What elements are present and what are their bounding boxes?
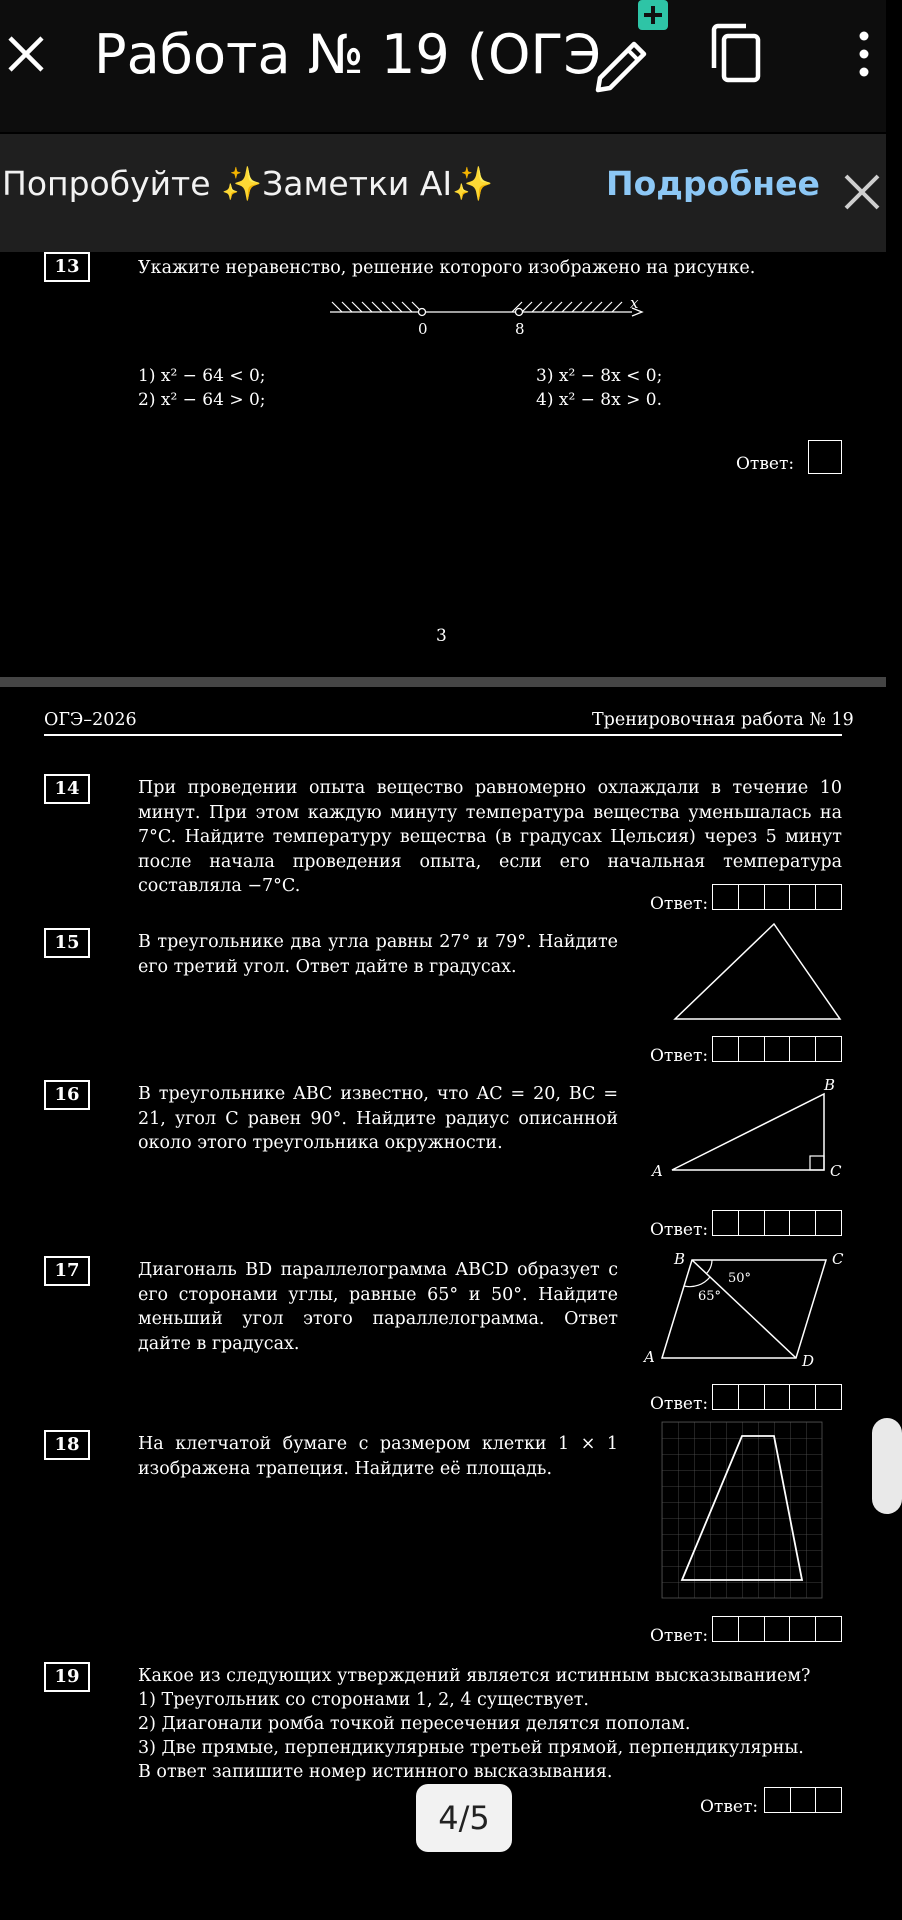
- axis-label-eight: 8: [515, 320, 525, 338]
- answer-label: Ответ:: [736, 454, 795, 474]
- question-number: 19: [44, 1662, 90, 1692]
- header-rule: [44, 734, 842, 736]
- page-header-left: ОГЭ–2026: [44, 710, 137, 730]
- answer-box[interactable]: [712, 1210, 842, 1236]
- question-text: В треугольнике ABC известно, что AC = 20, BC = 21, угол C равен 90°. Найдите радиус описанной около этого треугольника окружности.: [138, 1084, 618, 1153]
- question-number: 13: [44, 252, 90, 282]
- question-text: Укажите неравенство, решение которого изображено на рисунке.: [138, 258, 756, 278]
- page-divider: [0, 677, 886, 687]
- right-triangle-figure: [648, 1078, 848, 1188]
- copy-icon[interactable]: [706, 20, 770, 90]
- axis-label-zero: 0: [418, 320, 428, 338]
- question-text: В треугольнике два угла равны 27° и 79°. Найдите его третий угол. Ответ дайте в градусах.: [138, 932, 618, 977]
- answer-box[interactable]: [712, 1036, 842, 1062]
- angle-65-label: 65°: [698, 1289, 722, 1304]
- question-text-line: 1) Треугольник со сторонами 1, 2, 4 существует.: [138, 1690, 589, 1710]
- question-number: 15: [44, 928, 90, 958]
- question-number: 14: [44, 774, 90, 804]
- parallelogram-figure: [636, 1248, 852, 1372]
- question-text-line: 2) Диагонали ромба точкой пересечения делятся пополам.: [138, 1714, 691, 1734]
- question-text-line: Какое из следующих утверждений является истинным высказыванием?: [138, 1666, 811, 1686]
- angle-50-label: 50°: [728, 1271, 752, 1286]
- question-text: Диагональ BD параллелограмма ABCD образует с его сторонами углы, равные 65° и 50°. Найдите меньший угол этого параллелограмма. Ответ дайте в градусах.: [138, 1260, 618, 1354]
- question-text: На клетчатой бумаге с размером клетки 1 × 1 изображена трапеция. Найдите её площадь.: [138, 1434, 618, 1479]
- answer-box[interactable]: [712, 1616, 842, 1642]
- answer-label: Ответ:: [650, 1626, 709, 1646]
- answer-label: Ответ:: [700, 1797, 759, 1817]
- answer-label: Ответ:: [650, 1394, 709, 1414]
- vertex-b-label: B: [674, 1250, 686, 1268]
- option-2: 2) x² − 64 > 0;: [138, 390, 266, 410]
- page-indicator: 4/5: [416, 1784, 512, 1852]
- answer-box[interactable]: [712, 1384, 842, 1410]
- page-number: 3: [436, 626, 447, 646]
- vertex-c-label: C: [832, 1250, 844, 1268]
- question-text-line: В ответ запишите номер истинного высказывания.: [138, 1762, 613, 1782]
- pencil-plus-icon[interactable]: [590, 0, 680, 100]
- option-1: 1) x² − 64 < 0;: [138, 366, 266, 386]
- question-number: 17: [44, 1256, 90, 1286]
- vertex-a-label: A: [644, 1348, 655, 1366]
- question-number: 16: [44, 1080, 90, 1110]
- document-title: Работа № 19 (ОГЭ: [94, 23, 602, 86]
- vertex-b-label: B: [824, 1076, 836, 1094]
- option-3: 3) x² − 8x < 0;: [536, 366, 663, 386]
- vertex-a-label: A: [652, 1162, 663, 1180]
- app-bar: [0, 0, 886, 132]
- question-text: При проведении опыта вещество равномерно охлаждали в течение 10 минут. При этом каждую минуту температура вещества уменьшалась на 7°C. Найдите температуру вещества (в градусах Цельсия) через 5 минут после начала проведения опыта, если его начальная температура составляла −7°C.: [138, 778, 842, 896]
- promo-text: Попробуйте ✨Заметки AI✨: [2, 164, 494, 203]
- close-icon[interactable]: [4, 22, 48, 82]
- vertex-d-label: D: [802, 1352, 815, 1370]
- document-viewer[interactable]: [0, 252, 886, 1920]
- learn-more-link[interactable]: Подробнее: [606, 164, 820, 203]
- answer-label: Ответ:: [650, 894, 709, 914]
- triangle-figure: [672, 918, 848, 1022]
- question-number: 18: [44, 1430, 90, 1460]
- grid-trapezoid-figure: [662, 1422, 822, 1602]
- answer-label: Ответ:: [650, 1046, 709, 1066]
- axis-label-x: x: [630, 294, 639, 312]
- dismiss-banner-icon[interactable]: [842, 170, 882, 214]
- answer-box[interactable]: [764, 1787, 842, 1813]
- question-text-line: 3) Две прямые, перпендикулярные третьей прямой, перпендикулярны.: [138, 1738, 804, 1758]
- option-4: 4) x² − 8x > 0.: [536, 390, 662, 410]
- page-header-right: Тренировочная работа № 19: [592, 710, 854, 730]
- vertex-c-label: C: [830, 1162, 842, 1180]
- answer-label: Ответ:: [650, 1220, 709, 1240]
- more-vertical-icon[interactable]: [852, 24, 876, 84]
- answer-box[interactable]: [712, 884, 842, 910]
- number-line-figure: [320, 294, 650, 346]
- answer-box[interactable]: [808, 440, 842, 474]
- scroll-handle[interactable]: [872, 1418, 902, 1514]
- promo-banner: [0, 134, 886, 252]
